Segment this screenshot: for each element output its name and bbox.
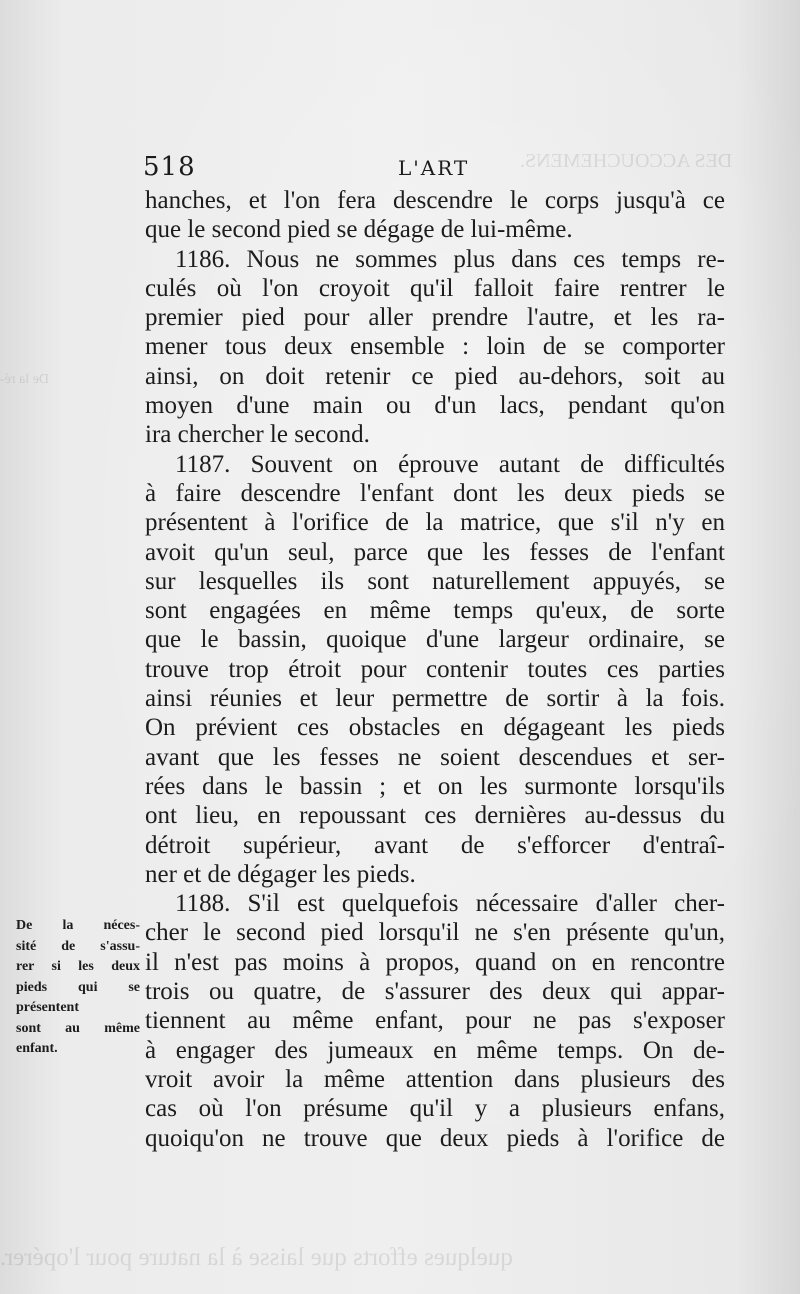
text-line: culés où l'on croyoit qu'il falloit faire rentrer le [145, 274, 725, 302]
margin-note-line: pieds qui se [16, 979, 140, 995]
text-line: ira chercher le second. [145, 421, 370, 449]
bleed-through-mark: De la ré- [0, 372, 49, 387]
text-line: cher le second pied lorsqu'il ne s'en présente qu'un, [145, 919, 725, 947]
text-line: quoiqu'on ne trouve que deux pieds à l'orifice de [145, 1124, 725, 1152]
text-line: On prévient ces obstacles en dégageant les pieds [145, 714, 725, 742]
bleed-through-mark: DES ACCOUCHEMENS. [520, 150, 733, 172]
text-line: cas où l'on présume qu'il y a plusieurs enfans, [145, 1095, 725, 1123]
text-line: vroit avoir la même attention dans plusieurs des [145, 1065, 725, 1093]
margin-note [16, 916, 140, 1060]
text-line: 1187. Souvent on éprouve autant de difficultés [175, 450, 725, 478]
text-line: que le bassin, quoique d'une largeur ordinaire, se [145, 626, 725, 654]
text-line: que le second pied se dégage de lui-même. [145, 216, 573, 244]
text-line: ner et de dégager les pieds. [145, 860, 416, 888]
text-line: trois ou quatre, de s'assurer des deux qui appar- [145, 978, 725, 1006]
text-line: à engager des jumeaux en même temps. On de- [145, 1036, 725, 1064]
text-line: premier pied pour aller prendre l'autre, et les ra- [145, 304, 725, 332]
text-line: présentent à l'orifice de la matrice, que s'il n'y en [145, 509, 725, 537]
margin-note-line: sité de s'assu- [16, 938, 140, 954]
margin-note-line: rer si les deux [16, 959, 140, 974]
margin-note-line: enfant. [16, 1041, 58, 1056]
text-line: ainsi réunies et leur permettre de sortir à la fois. [145, 685, 725, 713]
text-line: avant que les fesses ne soient descendues et ser- [145, 743, 725, 771]
page-header [143, 152, 723, 186]
text-line: avoit qu'un seul, parce que les fesses de l'enfant [145, 538, 725, 566]
page-number: 518 [143, 152, 196, 182]
text-line: tiennent au même enfant, pour ne pas s'exposer [145, 1007, 725, 1035]
margin-note-line: présentent [16, 1000, 79, 1015]
text-line: sont engagées en même temps qu'eux, de sorte [145, 597, 725, 625]
text-line: ainsi, on doit retenir ce pied au-dehors, soit au [145, 362, 725, 390]
margin-note-line: sont au même [16, 1020, 140, 1036]
text-line: 1188. S'il est quelquefois nécessaire d'aller cher- [175, 890, 725, 918]
text-line: rées dans le bassin ; et on les surmonte lorsqu'ils [145, 772, 725, 800]
text-line: mener tous deux ensemble : loin de se comporter [145, 333, 725, 361]
text-line: détroit supérieur, avant de s'efforcer d'entraî- [145, 831, 725, 859]
text-line: hanches, et l'on fera descendre le corps jusqu'à ce [145, 187, 725, 214]
margin-note-line: De la néces- [16, 918, 140, 933]
text-line: sur lesquelles ils sont naturellement appuyés, se [145, 567, 725, 595]
bleed-through-mark: quelques efforts que laisse à la nature pour l'opérer. [0, 1244, 513, 1271]
main-text-block [145, 186, 725, 1153]
text-line: il n'est pas moins à propos, quand on en rencontre [145, 948, 725, 976]
text-line: trouve trop étroit pour contenir toutes ces parties [145, 655, 725, 683]
running-head: L'ART [398, 156, 470, 180]
text-line: à faire descendre l'enfant dont les deux pieds se [145, 479, 725, 507]
text-line: moyen d'une main ou d'un lacs, pendant qu'on [145, 392, 725, 420]
text-line: 1186. Nous ne sommes plus dans ces temps re- [175, 245, 725, 273]
text-line: ont lieu, en repoussant ces dernières au-dessus du [145, 802, 725, 830]
